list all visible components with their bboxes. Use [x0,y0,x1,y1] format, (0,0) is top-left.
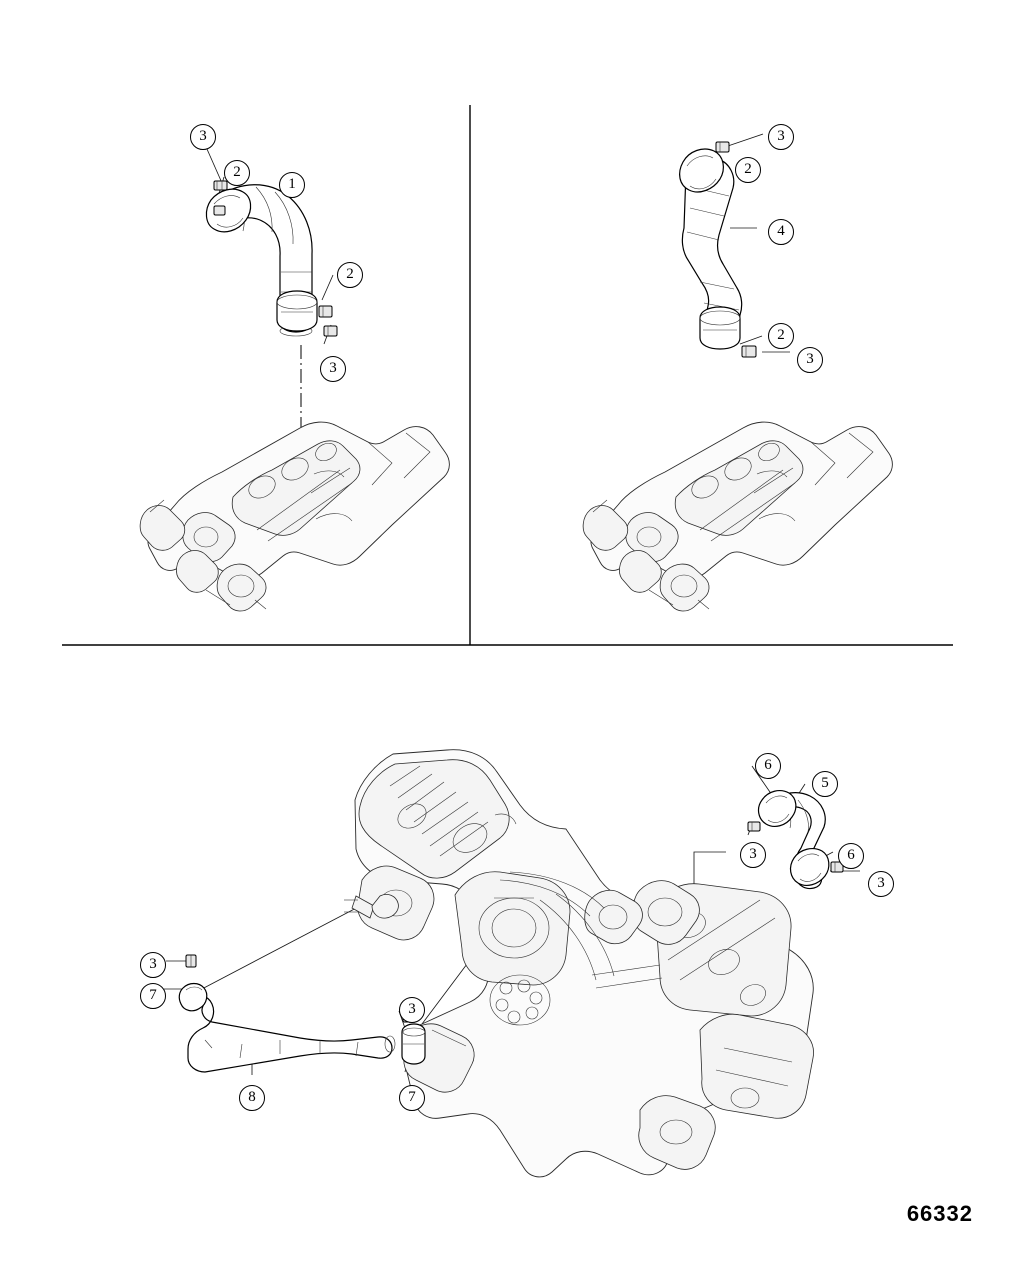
callout-3: 3 [190,124,216,150]
part-3-screw-lower-left [324,326,337,336]
callout-3: 3 [399,997,425,1023]
callout-3: 3 [868,871,894,897]
part-3-screw-clamp7-upper [186,955,196,967]
part-3-screw-upper-right [716,142,729,152]
part-3-screw-upper-left [214,181,227,190]
callout-3: 3 [320,356,346,382]
engine-block-top-left [140,422,449,611]
callout-5: 5 [812,771,838,797]
engine-block-top-right [583,422,892,611]
callout-3: 3 [768,124,794,150]
callout-3: 3 [140,952,166,978]
callout-1: 1 [279,172,305,198]
part-6-clamp-upper [759,791,796,827]
callout-3: 3 [740,842,766,868]
bottom-assembly [164,750,860,1177]
callout-7: 7 [140,983,166,1009]
part-3-screw-lower-right [742,346,756,357]
top-left-assembly [140,140,449,611]
callout-6: 6 [755,753,781,779]
part-7-clamp-lower-middle [402,1024,425,1064]
callout-3: 3 [797,347,823,373]
part-2-clamp-lower-right [700,307,740,349]
callout-2: 2 [735,157,761,183]
top-right-assembly [583,134,892,611]
part-3-screw-clamp6-upper [748,822,760,831]
part-7-clamp-upper-left [179,984,207,1011]
callout-2: 2 [768,323,794,349]
callout-2: 2 [337,262,363,288]
callout-6: 6 [838,843,864,869]
callout-4: 4 [768,219,794,245]
callout-2: 2 [224,160,250,186]
callout-8: 8 [239,1085,265,1111]
part-8-coolant-hose-long [186,995,395,1072]
part-6-clamp-lower [791,849,829,886]
figure-number: 66332 [906,1201,973,1226]
engine-block-bottom [344,750,814,1177]
callout-7: 7 [399,1085,425,1111]
